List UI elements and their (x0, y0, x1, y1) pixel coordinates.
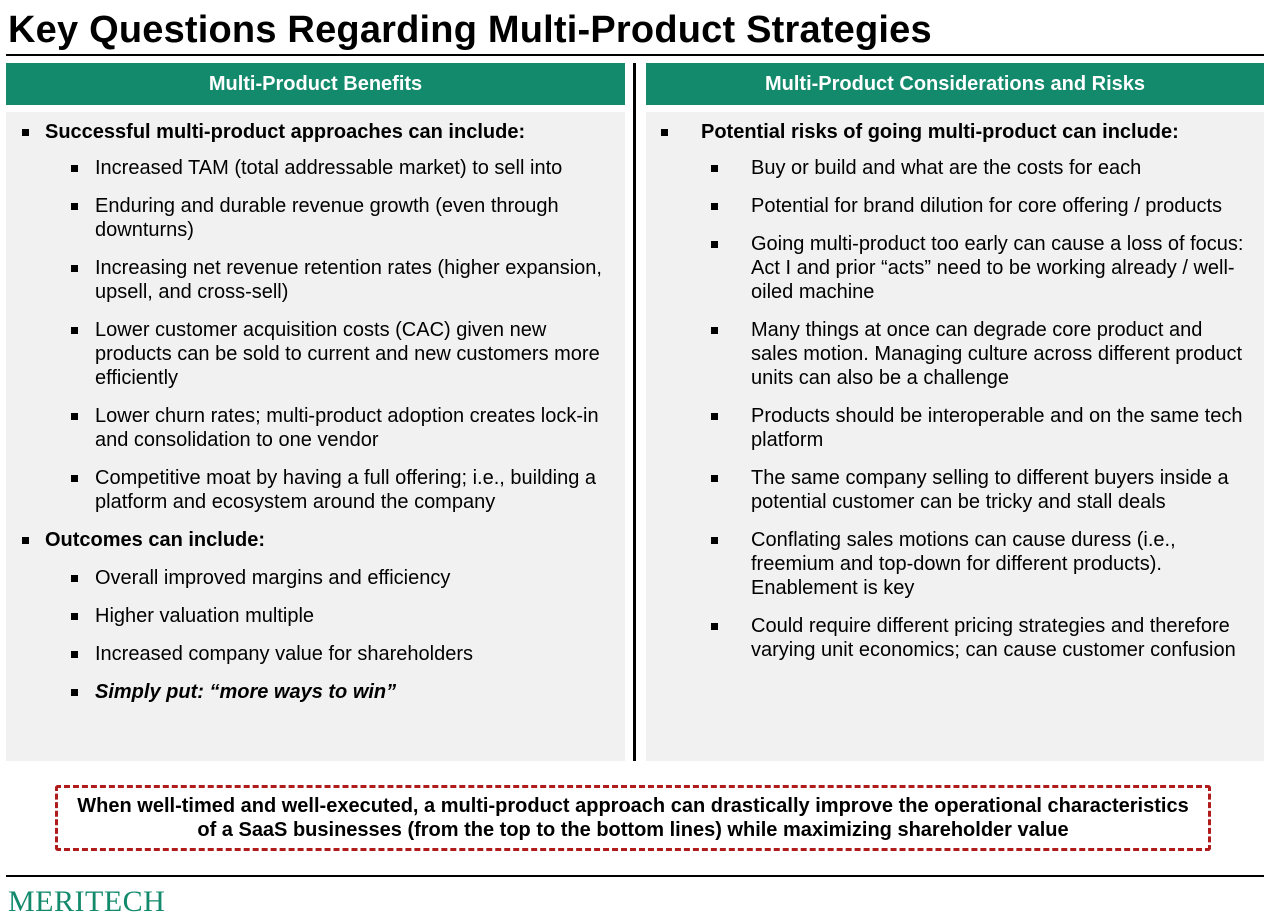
square-bullet-icon (71, 265, 78, 272)
square-bullet-icon (711, 537, 718, 544)
list-item: Conflating sales motions can cause duress (i.e., freemium and top-down for different products). Enablement is key (646, 528, 1264, 600)
list-item: Products should be interoperable and on the same tech platform (646, 404, 1264, 452)
page-title: Key Questions Regarding Multi-Product Strategies (8, 9, 932, 51)
square-bullet-icon (711, 327, 718, 334)
square-bullet-icon (71, 613, 78, 620)
risks-list (646, 112, 1264, 662)
risks-section-heading: Potential risks of going multi-product can include: (646, 120, 1264, 144)
square-bullet-icon (71, 475, 78, 482)
square-bullet-icon (71, 327, 78, 334)
list-item: Increasing net revenue retention rates (higher expansion, upsell, and cross-sell) (6, 256, 625, 304)
list-item: Enduring and durable revenue growth (even through downturns) (6, 194, 625, 242)
square-bullet-icon (22, 129, 29, 136)
emphasis-item: Simply put: “more ways to win” (6, 680, 625, 704)
list-item: Higher valuation multiple (6, 604, 625, 628)
list-item: Competitive moat by having a full offering; i.e., building a platform and ecosystem around the company (6, 466, 625, 514)
list-item: Increased company value for shareholders (6, 642, 625, 666)
title-rule (6, 54, 1264, 56)
list-item: Potential for brand dilution for core offering / products (646, 194, 1264, 218)
square-bullet-icon (71, 203, 78, 210)
square-bullet-icon (71, 165, 78, 172)
square-bullet-icon (22, 537, 29, 544)
square-bullet-icon (711, 475, 718, 482)
square-bullet-icon (711, 203, 718, 210)
outcomes-section-heading: Outcomes can include: (6, 528, 625, 552)
list-item: Lower churn rates; multi-product adoption creates lock-in and consolidation to one vendor (6, 404, 625, 452)
square-bullet-icon (711, 241, 718, 248)
list-item: Could require different pricing strategies and therefore varying unit economics; can cause customer confusion (646, 614, 1264, 662)
list-item: Going multi-product too early can cause a loss of focus: Act I and prior “acts” need to be working already / well-oiled machine (646, 232, 1264, 304)
square-bullet-icon (71, 689, 78, 696)
list-item: Buy or build and what are the costs for each (646, 156, 1264, 180)
meritech-logo: MERITECH (8, 885, 166, 918)
list-item: Many things at once can degrade core product and sales motion. Managing culture across different product units can also be a challenge (646, 318, 1264, 390)
list-item: Increased TAM (total addressable market) to sell into (6, 156, 625, 180)
column-divider (633, 63, 636, 761)
risks-panel (646, 112, 1264, 761)
square-bullet-icon (661, 129, 668, 136)
list-item: Lower customer acquisition costs (CAC) given new products can be sold to current and new customers more efficiently (6, 318, 625, 390)
benefits-list (6, 112, 625, 704)
key-takeaway-callout: When well-timed and well-executed, a multi-product approach can drastically improve the operational characteristics of a SaaS businesses (from the top to the bottom lines) while maximizing shareholder value (55, 785, 1211, 851)
risks-header: Multi-Product Considerations and Risks (646, 63, 1264, 105)
benefits-header: Multi-Product Benefits (6, 63, 625, 105)
benefits-section-heading: Successful multi-product approaches can include: (6, 120, 625, 144)
list-item: The same company selling to different buyers inside a potential customer can be tricky and stall deals (646, 466, 1264, 514)
square-bullet-icon (71, 651, 78, 658)
square-bullet-icon (71, 575, 78, 582)
list-item: Overall improved margins and efficiency (6, 566, 625, 590)
square-bullet-icon (71, 413, 78, 420)
square-bullet-icon (711, 413, 718, 420)
square-bullet-icon (711, 165, 718, 172)
footer-rule (6, 875, 1264, 877)
square-bullet-icon (711, 623, 718, 630)
benefits-panel (6, 112, 625, 761)
